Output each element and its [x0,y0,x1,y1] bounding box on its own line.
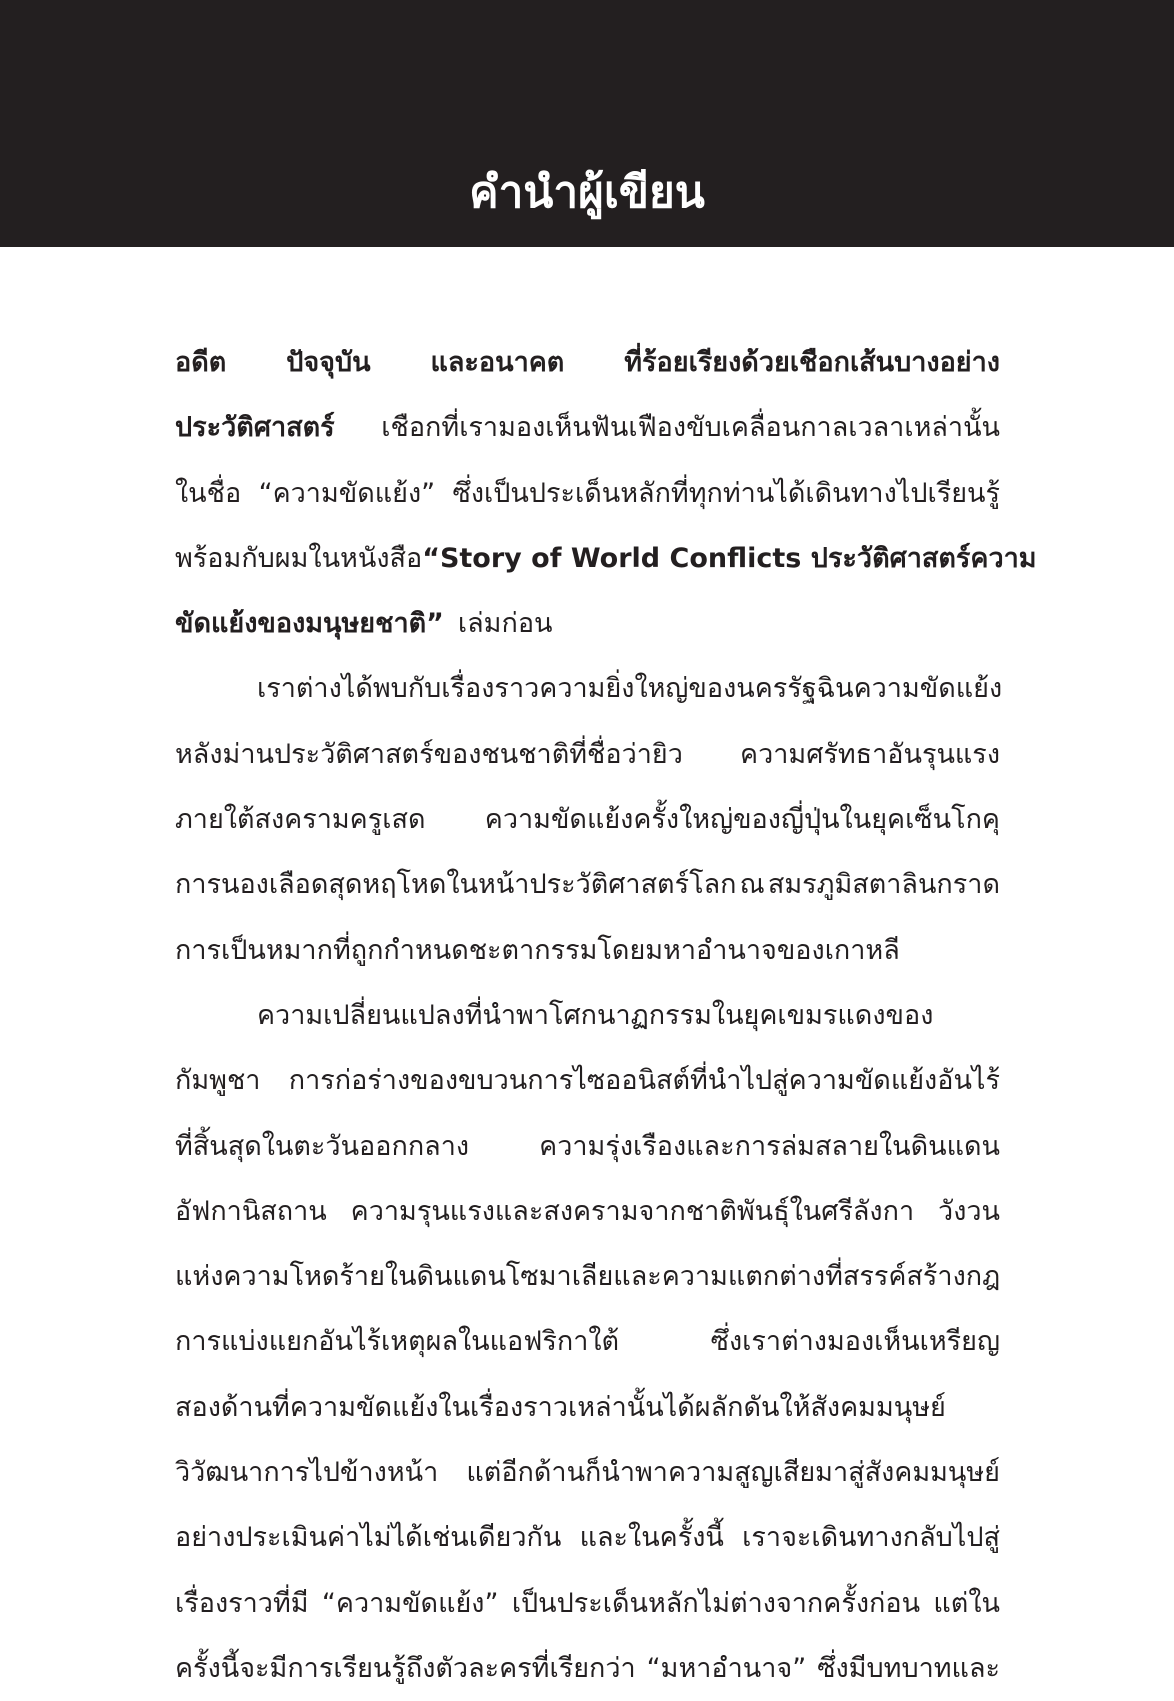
text-line [175,526,1037,591]
body-text: การก่อร่างของขบวนการไซออนิสต์ที่นำไปสู่ความขัดแย้งอันไร้ [288,1065,1000,1097]
body-text: สมรภูมิสตาลินกราด [767,869,1000,901]
body-text: และความแตกต่างที่สรรค์สร้างกฎ [613,1261,1001,1293]
body-text: ที่สิ้นสุดในตะวันออกกลาง [175,1130,470,1162]
text-line [175,330,1000,395]
body-text: “ความขัดแย้ง” [258,477,436,509]
body-text: เล่มก่อน [457,608,553,640]
body-text: อัฟกานิสถาน [175,1195,327,1227]
body-text: ในชื่อ [175,477,242,509]
text-line [175,1048,1000,1113]
body-text: ซึ่งเราต่างมองเห็นเหรียญ [710,1326,1000,1358]
bold-text: ประวัติศาสตร์ [175,412,335,444]
body-text: “ความขัดแย้ง” [321,1587,499,1619]
bold-text: ปัจจุบัน [286,347,371,378]
body-text: วังวน [938,1195,1000,1227]
body-text: ซึ่งมีบทบาทและ [817,1652,1000,1684]
body-text: หลังม่านประวัติศาสตร์ของชนชาติที่ชื่อว่ายิว [175,738,683,770]
text-line [175,1571,1000,1636]
text-line [175,722,1000,787]
body-text: แต่ใน [933,1587,1000,1619]
body-text: แห่งความโหดร้ายในดินแดนโซมาเลีย [175,1261,614,1293]
body-text: เป็นประเด็นหลักไม่ต่างจากครั้งก่อน [511,1587,921,1619]
text-line [175,1179,1000,1244]
body-text: เราจะเดินทางกลับไปสู่ [742,1522,1000,1554]
text-line [175,1505,1000,1570]
text-line [175,983,1000,1048]
body-text: ความเปลี่ยนแปลงที่นำพาโศกนาฏกรรมในยุคเขมรแดงของ [257,999,934,1031]
bold-text: ขัดแย้งของมนุษยชาติ” [175,608,444,640]
text-line [175,1636,1000,1701]
body-text: เชือกที่เรามองเห็นฟันเฟืองขับเคลื่อนกาลเวลาเหล่านั้น [381,412,1000,444]
body-text: ณ [739,869,765,901]
body-text: เรื่องราวที่มี [175,1587,309,1619]
text-line [175,787,1000,852]
body-text: ภายใต้สงครามครูเสด [175,804,426,836]
text-line [175,1309,1000,1374]
body-text: “มหาอำนาจ” [646,1652,807,1684]
bold-text: อดีต [175,347,227,378]
preface-body [175,330,1037,1701]
text-line [175,918,1000,983]
page-title: คำนำผู้เขียน [469,167,705,218]
body-text: วิวัฒนาการไปข้างหน้า [175,1457,439,1489]
bold-text: ที่ร้อยเรียงด้วยเชือกเส้นบางอย่าง [624,347,1000,378]
body-text: เราต่างได้พบกับเรื่องราวความยิ่งใหญ่ของนครรัฐฉิน [257,673,854,705]
text-line [175,1375,1000,1440]
body-text: ความขัดแย้ง [853,673,1003,705]
bold-text: และอนาคต [430,347,565,378]
body-text: ซึ่งเป็นประเด็นหลักที่ทุกท่านได้เดินทางไปเรียนรู้ [452,477,1000,509]
text-line [175,395,1000,460]
body-text: ครั้งนี้จะมีการเรียนรู้ถึงตัวละครที่เรียกว่า [175,1652,636,1684]
text-line [175,461,1000,526]
text-line [175,852,1000,917]
body-text: อย่างประเมินค่าไม่ได้เช่นเดียวกัน [175,1522,562,1554]
body-text: การนองเลือดสุดหฤโหดในหน้าประวัติศาสตร์โลก [175,869,737,901]
bold-text: “Story of World Conflicts ประวัติศาสตร์ความ [422,542,1037,574]
text-line [175,1440,1000,1505]
body-text: ความศรัทธาอันรุนแรง [740,738,1000,770]
text-line [175,1244,1000,1309]
body-text: แต่อีกด้านก็นำพาความสูญเสียมาสู่สังคมมนุษย์ [466,1457,1000,1489]
body-text: กัมพูชา [175,1065,261,1097]
body-text: การแบ่งแยกอันไร้เหตุผลในแอฟริกาใต้ [175,1326,620,1358]
text-line [175,591,1000,656]
body-text: ความรุ่งเรืองและการล่มสลายในดินแดน [539,1130,1000,1162]
body-text: ความขัดแย้งครั้งใหญ่ของญี่ปุ่นในยุคเซ็นโกคุ [484,804,1000,836]
body-text: การเป็นหมากที่ถูกกำหนดชะตากรรมโดยมหาอำนาจของเกาหลี [175,934,900,966]
text-line [175,656,1003,721]
body-text: สองด้านที่ความขัดแย้งในเรื่องราวเหล่านั้นได้ผลักดันให้สังคมมนุษย์ [175,1391,946,1423]
text-line [175,1114,1000,1179]
body-text: พร้อมกับผมในหนังสือ [175,542,423,574]
body-text: ความรุนแรงและสงครามจากชาติพันธุ์ในศรีลังกา [350,1195,915,1227]
body-text: และในครั้งนี้ [579,1522,724,1554]
